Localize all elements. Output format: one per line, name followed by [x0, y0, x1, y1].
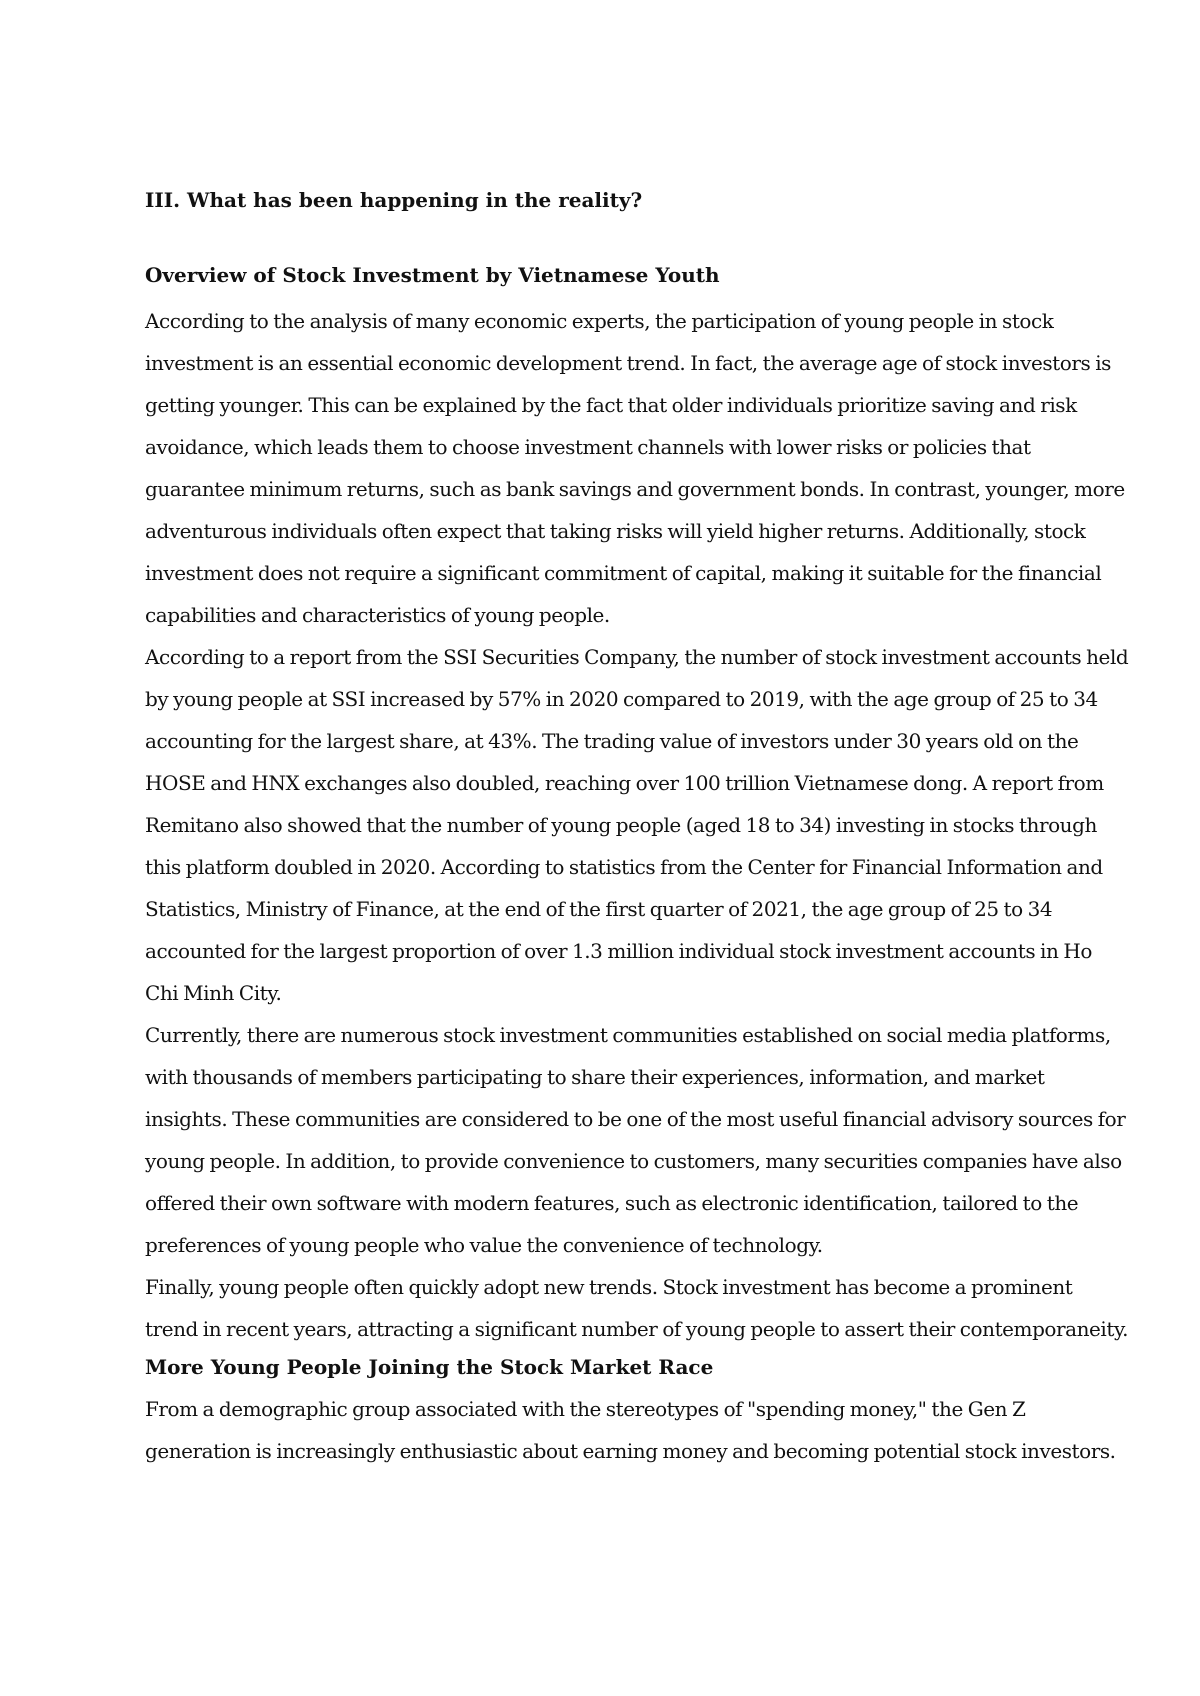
paragraph-trends: Finally, young people often quickly adopt new trends. Stock investment has become a prominent trend in recent years, attracting a significant number of young people to assert their contemporaneity.: [145, 1275, 1129, 1341]
document-page: [145, 186, 1130, 1472]
paragraph-experts: According to the analysis of many economic experts, the participation of young people in stock investment is an essential economic development trend. In fact, the average age of stock investors is getting younger. This can be explained by the fact that older individuals prioritize saving and risk avoidance, which leads them to choose investment channels with lower risks or policies that guarantee minimum returns, such as bank savings and government bonds. In contrast, younger, more adventurous individuals often expect that taking risks will yield higher returns. Additionally, stock investment does not require a significant commitment of capital, making it suitable for the financial capabilities and characteristics of young people.: [145, 309, 1125, 627]
paragraph-communities: Currently, there are numerous stock investment communities established on social media platforms, with thousands of members participating to share their experiences, information, and market insights. These communities are considered to be one of the most useful financial advisory sources for young people. In addition, to provide convenience to customers, many securities companies have also offered their own software with modern features, such as electronic identification, tailored to the preferences of young people who value the convenience of technology.: [145, 1023, 1126, 1257]
paragraph-ssi-report: According to a report from the SSI Securities Company, the number of stock investment accounts held by young people at SSI increased by 57% in 2020 compared to 2019, with the age group of 25 to 34 accounting for the largest share, at 43%. The trading value of investors under 30 years old on the HOSE and HNX exchanges also doubled, reaching over 100 trillion Vietnamese dong. A report from Remitano also showed that the number of young people (aged 18 to 34) investing in stocks through this platform doubled in 2020. According to statistics from the Center for Financial Information and Statistics, Ministry of Finance, at the end of the first quarter of 2021, the age group of 25 to 34 accounted for the largest proportion of over 1.3 million individual stock investment accounts in Ho Chi Minh City.: [145, 645, 1129, 1005]
paragraph-gen-z: From a demographic group associated with the stereotypes of "spending money," the Gen Z generation is increasingly enthusiastic about earning money and becoming potential stock investors.: [145, 1397, 1116, 1463]
section-title: III. What has been happening in the reality?: [145, 188, 643, 212]
heading-overview: Overview of Stock Investment by Vietnamese Youth: [145, 263, 720, 287]
heading-more-young-people: More Young People Joining the Stock Market Race: [145, 1355, 714, 1379]
